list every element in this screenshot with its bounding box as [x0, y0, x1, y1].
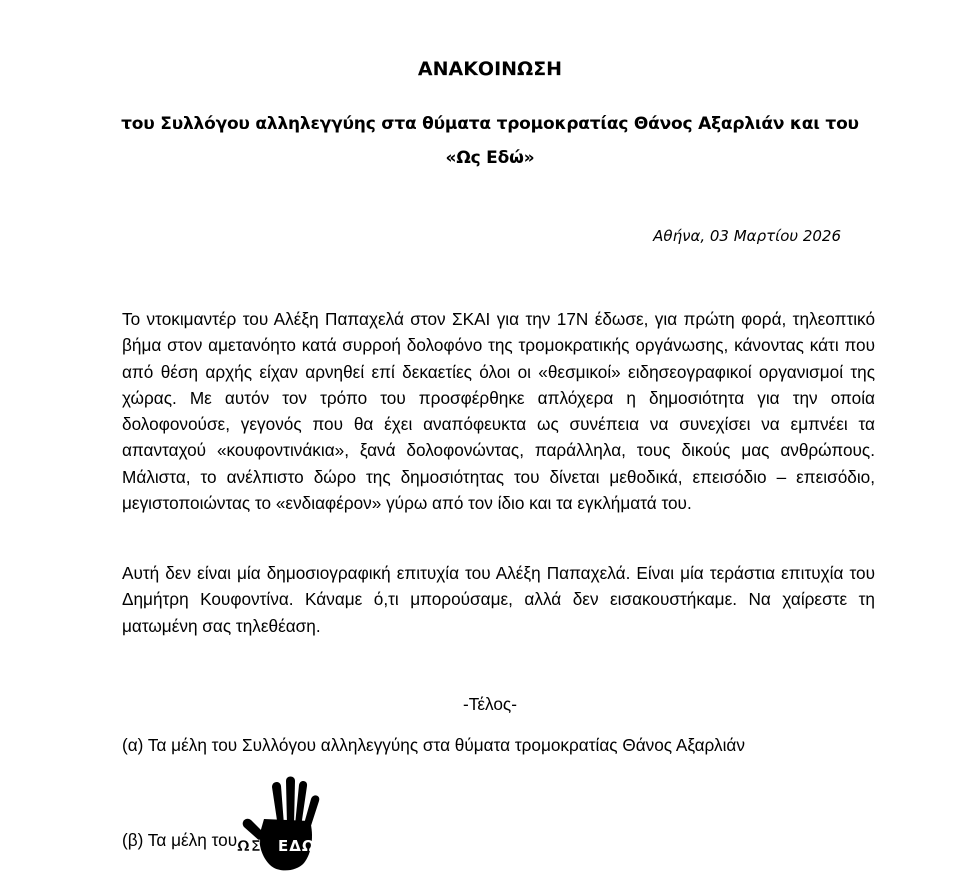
body-paragraph-2: Αυτή δεν είναι μία δημοσιογραφική επιτυχία του Αλέξη Παπαχελά. Είναι μία τεράστια επιτυχία του Δημήτρη Κουφοντίνα. Κάναμε ό,τι μπορούσαμε, αλλά δεν εισακουστήκαμε. Να χαίρεστε τη ματωμένη σας τηλεθέαση.	[122, 563, 875, 636]
document-title: ΑΝΑΚΟΙΝΩΣΗ	[417, 58, 563, 80]
svg-text:ΕΔΩ: ΕΔΩ	[278, 837, 316, 855]
subtitle-line-1: του Συλλόγου αλληλεγγύης στα θύματα τρομοκρατίας Θάνος Αξαρλιάν και του	[121, 114, 859, 134]
hand-logo-icon	[234, 775, 334, 875]
signatory-b: (β) Τα μέλη του	[122, 830, 238, 850]
svg-text:ΩΣ: ΩΣ	[237, 837, 262, 855]
end-mark: -Τέλος-	[463, 694, 517, 714]
body-paragraph-1: Το ντοκιμαντέρ του Αλέξη Παπαχελά στον ΣΚΑΙ για την 17Ν έδωσε, για πρώτη φορά, τηλεοπτικό βήμα στον αμετανόητο κατά συρροή δολοφόνο της τρομοκρατικής οργάνωσης, κάνοντας κάτι που από θέση αρχής είχαν αρνηθεί επί δεκαετίες όλοι οι «θεσμικοί» ειδησεογραφικοί οργανισμοί της χώρας. Με αυτόν τον τρόπο του προσφέρθηκε απλόχερα η δημοσιότητα για την οποία δολοφονούσε, γεγονός που θα έχει αναπόφευκτα ως συνέπεια να συνεχίσει να εμπνέει τα απανταχού «κουφοντινάκια», ξανά δολοφονώντας, παράλληλα, τους δικούς μας ανθρώπους. Μάλιστα, το ανέλπιστο δώρο της δημοσιότητας του δίνεται μεθοδικά, επεισόδιο – επεισόδιο, μεγιστοποιώντας το «ενδιαφέρον» γύρω από τον ίδιο και τα εγκλήματά του.	[122, 309, 875, 514]
signatory-a: (α) Τα μέλη του Συλλόγου αλληλεγγύης στα θύματα τρομοκρατίας Θάνος Αξαρλιάν	[122, 735, 745, 755]
document-subtitle	[90, 107, 890, 175]
dateline: Αθήνα, 03 Μαρτίου 2026	[653, 227, 841, 245]
subtitle-line-2: «Ως Εδώ»	[445, 148, 535, 168]
